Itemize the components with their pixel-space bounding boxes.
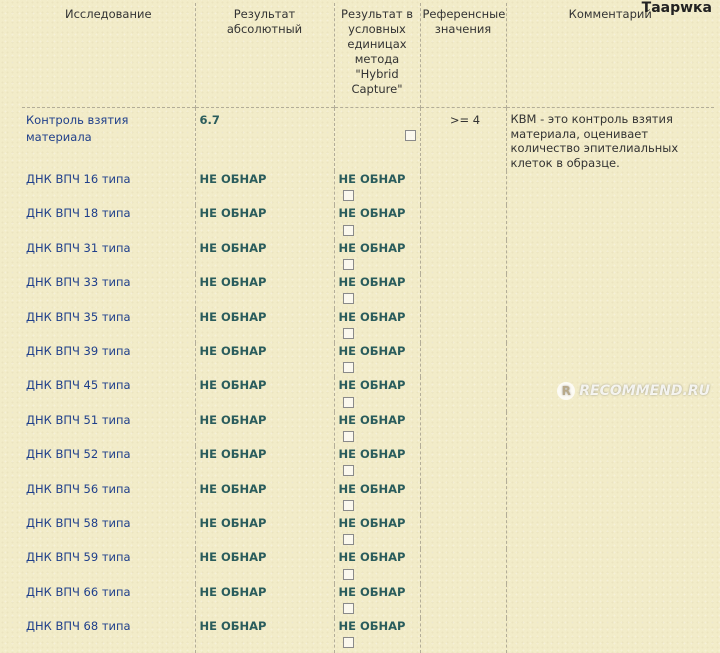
reference-cell — [420, 549, 506, 583]
units-result-cell — [334, 412, 420, 446]
result-checkbox[interactable] — [343, 569, 354, 580]
units-result: НЕ ОБНАР — [338, 584, 406, 599]
recommend-logo-icon: R — [557, 382, 575, 400]
watermark-author: Таарwка — [641, 0, 712, 16]
units-result: НЕ ОБНАР — [338, 481, 406, 496]
units-result: НЕ ОБНАР — [338, 412, 406, 427]
test-name: ДНК ВПЧ 45 типа — [26, 378, 131, 393]
absolute-result: НЕ ОБНАР — [195, 412, 334, 446]
absolute-result: НЕ ОБНАР — [195, 274, 334, 308]
result-checkbox[interactable] — [343, 603, 354, 614]
result-checkbox[interactable] — [343, 500, 354, 511]
reference-cell — [420, 481, 506, 515]
result-checkbox[interactable] — [343, 293, 354, 304]
absolute-result: НЕ ОБНАР — [195, 205, 334, 239]
test-name: ДНК ВПЧ 52 типа — [26, 447, 131, 462]
units-result: НЕ ОБНАР — [338, 309, 406, 324]
reference-cell — [420, 343, 506, 377]
test-name: ДНК ВПЧ 68 типа — [26, 619, 131, 634]
test-name: ДНК ВПЧ 51 типа — [26, 412, 131, 427]
header-reference: Референсные значения — [420, 3, 506, 108]
absolute-result: НЕ ОБНАР — [195, 618, 334, 652]
absolute-result: НЕ ОБНАР — [195, 549, 334, 583]
test-name: ДНК ВПЧ 56 типа — [26, 481, 131, 496]
units-result: НЕ ОБНАР — [338, 275, 406, 290]
header-absolute: Результат абсолютный — [195, 3, 334, 108]
header-row — [22, 3, 714, 108]
kbm-name: Контроль взятия материала — [22, 108, 195, 172]
test-name: ДНК ВПЧ 16 типа — [26, 172, 131, 186]
reference-cell — [420, 584, 506, 618]
reference-cell — [420, 240, 506, 274]
absolute-result: НЕ ОБНАР — [195, 171, 334, 205]
test-name: ДНК ВПЧ 58 типа — [26, 516, 131, 531]
result-checkbox[interactable] — [343, 465, 354, 476]
result-checkbox[interactable] — [343, 259, 354, 270]
result-checkbox[interactable] — [343, 328, 354, 339]
kbm-reference: >= 4 — [420, 108, 506, 172]
reference-cell — [420, 274, 506, 308]
units-result: НЕ ОБНАР — [338, 378, 406, 393]
reference-cell — [420, 515, 506, 549]
result-checkbox[interactable] — [343, 431, 354, 442]
absolute-result: НЕ ОБНАР — [195, 343, 334, 377]
result-checkbox[interactable] — [343, 190, 354, 201]
test-name: ДНК ВПЧ 39 типа — [26, 344, 131, 359]
result-checkbox[interactable] — [343, 225, 354, 236]
kbm-checkbox[interactable] — [405, 130, 416, 141]
reference-cell — [420, 412, 506, 446]
kbm-units-cell — [334, 108, 420, 172]
reference-cell — [420, 446, 506, 480]
units-result-cell — [334, 481, 420, 515]
reference-cell — [420, 171, 506, 205]
header-study: Исследование — [64, 7, 152, 21]
reference-cell — [420, 205, 506, 239]
absolute-result: НЕ ОБНАР — [195, 377, 334, 411]
watermark-site — [557, 382, 710, 400]
units-result-cell — [334, 171, 420, 205]
absolute-result: НЕ ОБНАР — [195, 481, 334, 515]
header-comment: Комментарий — [506, 3, 714, 108]
test-name: ДНК ВПЧ 59 типа — [26, 550, 131, 565]
units-result-cell — [334, 618, 420, 652]
result-checkbox[interactable] — [343, 397, 354, 408]
result-checkbox[interactable] — [343, 534, 354, 545]
watermark-site-text: RECOMMEND.RU — [579, 383, 710, 399]
units-result: НЕ ОБНАР — [338, 172, 406, 186]
units-result-cell — [334, 309, 420, 343]
units-result-cell — [334, 446, 420, 480]
header-units: Результат в условных единицах метода "Hybrid Capture" — [334, 3, 420, 108]
reference-cell — [420, 309, 506, 343]
kbm-comment: КВМ - это контроль взятия материала, оценивает количество эпителиальных клеток в образце. — [506, 108, 714, 653]
units-result-cell — [334, 205, 420, 239]
absolute-result: НЕ ОБНАР — [195, 446, 334, 480]
test-name: ДНК ВПЧ 33 типа — [26, 275, 131, 290]
absolute-result: НЕ ОБНАР — [195, 515, 334, 549]
test-name: ДНК ВПЧ 35 типа — [26, 309, 131, 324]
units-result: НЕ ОБНАР — [338, 206, 406, 221]
reference-cell — [420, 377, 506, 411]
absolute-result: НЕ ОБНАР — [195, 309, 334, 343]
result-checkbox[interactable] — [343, 637, 354, 648]
kbm-row — [22, 108, 714, 172]
absolute-result: НЕ ОБНАР — [195, 584, 334, 618]
test-name: ДНК ВПЧ 66 типа — [26, 584, 131, 599]
units-result: НЕ ОБНАР — [338, 619, 406, 634]
units-result: НЕ ОБНАР — [338, 344, 406, 359]
units-result: НЕ ОБНАР — [338, 240, 406, 255]
reference-cell — [420, 618, 506, 652]
absolute-result: НЕ ОБНАР — [195, 240, 334, 274]
units-result: НЕ ОБНАР — [338, 550, 406, 565]
result-checkbox[interactable] — [343, 362, 354, 373]
units-result-cell — [334, 240, 420, 274]
units-result-cell — [334, 274, 420, 308]
units-result-cell — [334, 377, 420, 411]
test-name: ДНК ВПЧ 18 типа — [26, 206, 131, 221]
units-result-cell — [334, 515, 420, 549]
units-result: НЕ ОБНАР — [338, 516, 406, 531]
units-result-cell — [334, 584, 420, 618]
kbm-absolute: 6.7 — [195, 108, 334, 172]
results-table — [22, 3, 714, 653]
units-result: НЕ ОБНАР — [338, 447, 406, 462]
units-result-cell — [334, 549, 420, 583]
test-name: ДНК ВПЧ 31 типа — [26, 240, 131, 255]
units-result-cell — [334, 343, 420, 377]
